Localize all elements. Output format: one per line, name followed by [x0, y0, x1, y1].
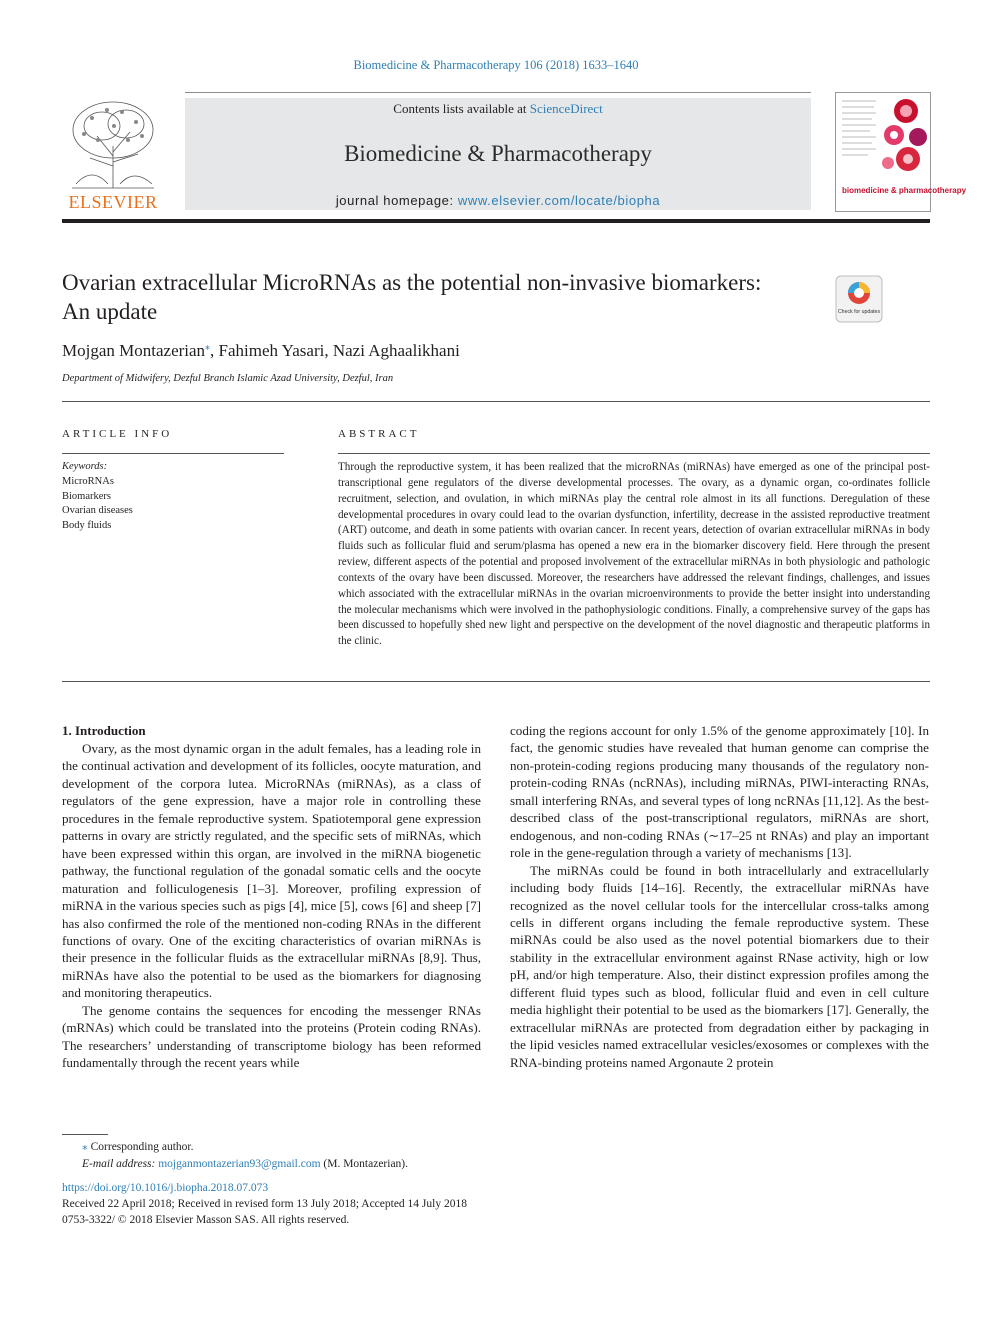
- keyword: MicroRNAs: [62, 476, 114, 487]
- footnote-divider: [62, 1134, 108, 1135]
- keyword: Ovarian diseases: [62, 505, 133, 516]
- contents-prefix: Contents lists available at: [393, 101, 530, 116]
- affiliation: Department of Midwifery, Dezful Branch Islamic Azad University, Dezful, Iran: [62, 373, 394, 384]
- cover-logo-text: biomedicine & pharmacotherapy: [842, 186, 967, 195]
- crossmark-label: Check for updates: [837, 309, 881, 315]
- keyword: Biomarkers: [62, 490, 111, 502]
- author-list: [62, 341, 460, 361]
- elsevier-wordmark: ELSEVIER: [68, 192, 158, 212]
- paragraph: coding the regions account for only 1.5% of the genome approximately [10]. In fact, the genomic studies have revealed that human genome can comprise the non-protein-coding regions producing many thousands of the regulatory non-protein-coding RNAs (ncRNAs), including miRNAs, PIWI-interacting RNAs, small interfering RNAs, and several types of long ncRNAs [11,12]. As the best-described class of the post-transcriptional regulators, miRNAs are short, endogenous, and non-coding RNAs (∼17–25 nt RNAs) and play an important role in the gene-regulation through a variety of mechanisms [13].: [510, 723, 929, 861]
- email-link[interactable]: mojganmontazerian93@gmail.com: [158, 1158, 321, 1170]
- paragraph: Ovary, as the most dynamic organ in the adult females, has a leading role in the continual activation and development of its follicles, oocyte maturation, and development of the corpora lutea. MicroRNAs (miRNAs), as a class of regulators of the gene expression, have a major role in controlling these procedures in the female reproductive system. Spatiotemporal gene expression patterns in ovary are strictly regulated, and the specific sets of miRNAs, which have been expressed within this organ, are involved in the miRNA biogenetic pathway, the functional regulation of the gonadal somatic cells and the oocyte maturation and folliculogenesis [1–3]. Moreover, profiling expression of miRNA in the various species such as pigs [4], mice [5], cows [6] and sheep [7] has also confirmed the role of the mentioned non-coding RNAs in the different functions of ovary. One of the exciting characteristics of ovarian miRNAs is their presence in the follicular fluids as the extracellular miRNAs [8,9]. Thus, miRNAs have also the potential to be used as the biomarkers for diagnosing and monitoring therapeutics.: [62, 741, 481, 1001]
- abstract-heading: ABSTRACT: [338, 428, 420, 440]
- keyword: Body fluids: [62, 519, 112, 531]
- article-title: [62, 268, 832, 326]
- email-suffix: (M. Montazerian).: [320, 1158, 409, 1170]
- divider: [338, 453, 930, 454]
- footnote: [62, 1139, 408, 1173]
- journal-cover-thumbnail[interactable]: [835, 92, 967, 212]
- keywords-list: [62, 475, 133, 533]
- corresponding-author-note: [62, 1139, 408, 1156]
- paragraph: The miRNAs could be found in both intracellularly and extracellularly including body fluids [14–16]. Recently, the extracellular miRNAs have recognized as the novel cellular tools for the intercellular cross-talks among cells in different organs including the female reproductive system. These miRNAs could be also used as the novel potential biomarkers due to their stability in the extracellular environment against RNase activity, high or low pH, and/or high temperature. Also, their distinct expression profiles among the different fluid types such as blood, follicular fluid and even in cell culture media highlight their potential to be used as the biomarkers [17]. Generally, the extracellular miRNAs are protected from degradation either by packaging in the lipid vesicles named extracellular vesicles/exosomes or complexes with the RNA-binding proteins named Argonaute 2 protein: [510, 862, 929, 1070]
- sciencedirect-link[interactable]: ScienceDirect: [529, 101, 603, 116]
- corresponding-text: Corresponding author.: [87, 1141, 194, 1153]
- received-dates: Received 22 April 2018; Received in revised form 13 July 2018; Accepted 14 July 2018: [62, 1198, 467, 1210]
- journal-citation-link[interactable]: Biomedicine & Pharmacotherapy 106 (2018) 1633–1640: [353, 58, 639, 72]
- corresponding-mark: ⁎: [82, 1141, 88, 1153]
- keywords-label: Keywords:: [62, 461, 108, 472]
- corresponding-mark[interactable]: ⁎: [205, 341, 211, 353]
- email-label: E-mail address:: [82, 1158, 159, 1170]
- divider: [62, 453, 284, 454]
- author-link[interactable]: Mojgan Montazerian: [62, 341, 206, 360]
- article-title-line2: An update: [62, 299, 158, 324]
- header-divider: [185, 92, 811, 93]
- copyright: 0753-3322/ © 2018 Elsevier Masson SAS. All rights reserved.: [62, 1214, 350, 1226]
- journal-name: Biomedicine & Pharmacotherapy: [344, 141, 652, 166]
- abstract-text: Through the reproductive system, it has been realized that the microRNAs (miRNAs) have emerged as one of the principal post-transcriptional gene regulators of the diverse developmental processes. The ovary, as a dynamic organ, co-ordinates follicle recruitment, selection, and ovulation, in which miRNAs play the central role almost in its all functions. Deregulation of these developmental procedures in ovary could lead to the ovarian dysfunction, infertility, decrease in the assisted reproductive treatment (ART) outcome, and death in some patients with ovarian cancer. In recent years, detection of ovarian extracellular miRNAs in body fluids such as follicular fluid and serum/plasma has opened a new era in the biomarker discovery field. Here through the present review, different aspects of the potential and proposed involvement of the extracellular miRNAs in both physiologic and pathologic contexts of the ovary have been discussed. Moreover, the researchers have addressed the relevant findings, challenges, and issues which associated with the extracellular miRNAs in the ovarian microenvironments to provide the better insight into understanding the molecular mechanisms which were involved in the pathophysiologic conditions. Finally, a comprehensive survey of the gaps has been discussed to hopefully shed new light and perspective on the development of the novel diagnostic and therapeutic platforms in the clinic.: [338, 461, 930, 648]
- article-title-line1: Ovarian extracellular MicroRNAs as the potential non-invasive biomarkers:: [62, 270, 762, 295]
- contents-line: [185, 101, 811, 117]
- email-note: [62, 1156, 408, 1173]
- homepage-link[interactable]: www.elsevier.com/locate/biopha: [457, 193, 661, 208]
- check-for-updates-badge[interactable]: [835, 275, 883, 323]
- body-column-right: [510, 722, 929, 1071]
- homepage-prefix: journal homepage:: [335, 193, 458, 208]
- header-thick-divider: [62, 219, 930, 223]
- body-column-left: [62, 740, 481, 1072]
- article-info-heading: ARTICLE INFO: [62, 428, 173, 440]
- doi-link[interactable]: https://doi.org/10.1016/j.biopha.2018.07.073: [62, 1182, 269, 1194]
- divider: [62, 401, 930, 402]
- section-heading-introduction: 1. Introduction: [62, 723, 146, 738]
- homepage-line: [185, 193, 811, 208]
- divider: [62, 681, 930, 682]
- other-authors: , Fahimeh Yasari, Nazi Aghaalikhani: [210, 341, 460, 360]
- paragraph: The genome contains the sequences for encoding the messenger RNAs (mRNAs) which could be translated into the proteins (Protein coding RNAs). The researchers’ understanding of transcriptome biology has been reformed fundamentally through the recent years while: [62, 1002, 481, 1071]
